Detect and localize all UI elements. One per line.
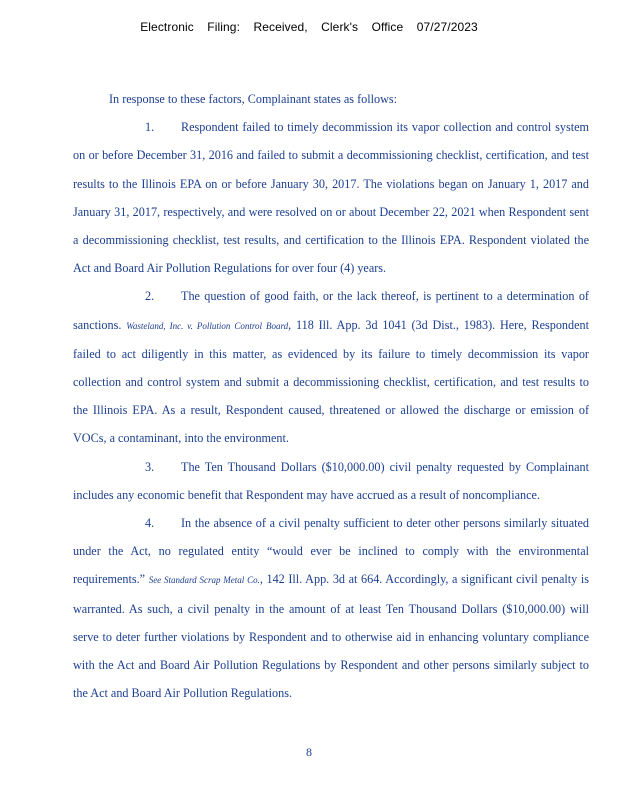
- paragraph-1: [73, 113, 589, 282]
- intro-paragraph: In response to these factors, Complainant states as follows:: [109, 92, 398, 106]
- filing-header: Electronic Filing: Received, Clerk's Office 07/27/2023: [140, 20, 478, 34]
- paragraph-text: The Ten Thousand Dollars ($10,000.00) civil penalty requested by Complainant includes any economic benefit that Respondent may have accrued as a result of noncompliance.: [73, 459, 589, 502]
- document-body: [73, 85, 589, 707]
- paragraph-number: 4.: [145, 516, 155, 531]
- paragraph-text-cont: , 118 Ill. App. 3d 1041 (3d Dist., 1983). Here, Respondent failed to act diligently in this matter, as evidenced by its failure to timely decommission its vapor collection and control system and submit a decommissioning checklist, certification, and test results to the Illinois EPA. As a result, Respondent caused, threatened or allowed the discharge or emission of VOCs, a contaminant, into the environment.: [73, 317, 589, 446]
- paragraph-number: 1.: [145, 120, 155, 135]
- paragraph-number: 3.: [145, 459, 155, 474]
- case-citation: See Standard Scrap Metal Co.: [148, 575, 260, 586]
- paragraph-text: Respondent failed to timely decommission its vapor collection and control system on or before December 31, 2016 and failed to submit a decommissioning checklist, certification, and test results to the Illinois EPA on or before January 30, 2017. The violations began on January 1, 2017 and January 31, 2017, respectively, and were resolved on or about December 22, 2021 when Respondent sent a decommissioning checklist, test results, and certification to the Illinois EPA. Respondent violated the Act and Board Air Pollution Regulations for over four (4) years.: [73, 120, 589, 276]
- paragraph-2: [73, 282, 589, 452]
- case-citation: Wasteland, Inc. v. Pollution Control Board: [126, 320, 289, 331]
- page-number: 8: [306, 745, 312, 759]
- paragraph-number: 2.: [145, 289, 155, 304]
- paragraph-4: [73, 509, 589, 707]
- paragraph-text-cont: , 142 Ill. App. 3d at 664. Accordingly, a significant civil penalty is warranted. As such, a civil penalty in the amount of at least Ten Thousand Dollars ($10,000.00) will serve to deter further violations by Respondent and to otherwise aid in enhancing voluntary compliance with the Act and Board Air Pollution Regulations by Respondent and other persons similarly subject to the Act and Board Air Pollution Regulations.: [73, 572, 589, 701]
- paragraph-text: In the absence of a civil penalty sufficient to deter other persons similarly situated under the Act, no regulated entity “would ever be inclined to comply with the environmental requirements.”: [73, 516, 589, 587]
- paragraph-3: [73, 453, 589, 509]
- paragraph-text: The question of good faith, or the lack thereof, is pertinent to a determination of sanctions.: [73, 289, 589, 332]
